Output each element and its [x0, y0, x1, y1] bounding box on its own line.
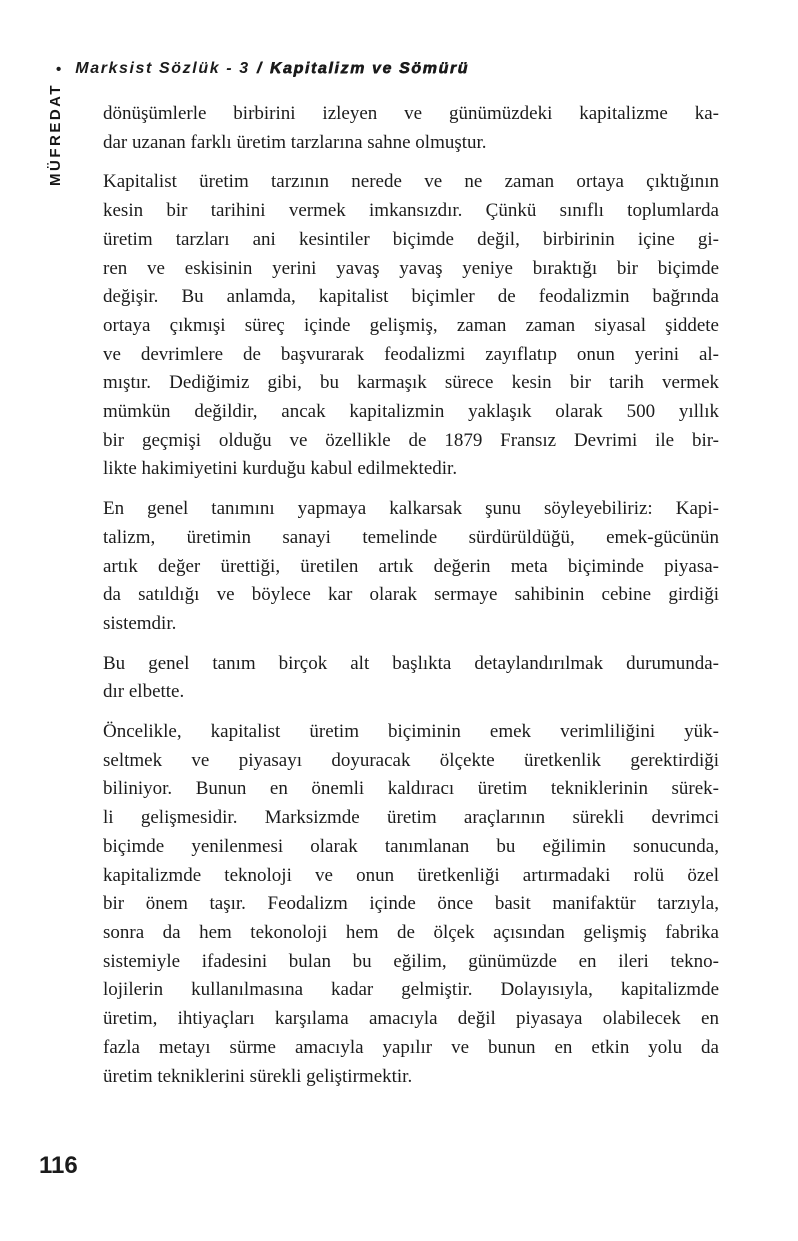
text-line: mümkün değildir, ancak kapitalizmin yaklaşık olarak 500 yıllık [103, 401, 719, 423]
bullet-icon: • [56, 60, 62, 78]
text-line: sistemdir. [103, 612, 177, 634]
text-line: lojilerin kullanılmasına kadar gelmiştir. Dolayısıyla, kapitalizmde [103, 979, 719, 1001]
text-line: li gelişmesidir. Marksizmde üretim araçlarının sürekli devrimci [103, 807, 719, 829]
body-text [103, 100, 719, 1091]
text-line: Bu genel tanım birçok alt başlıkta detaylandırılmak durumunda- [103, 652, 719, 674]
page-number: 116 [39, 1152, 78, 1179]
text-line: dönüşümlerle birbirini izleyen ve günümüzdeki kapitalizme ka- [103, 103, 719, 124]
text-line: mıştır. Dediğimiz gibi, bu karmaşık sürece kesin bir tarih vermek [103, 372, 719, 394]
text-line: sistemiyle ifadesini bulan bu eğilim, günümüzde en ileri tekno- [103, 950, 719, 972]
text-line: likte hakimiyetini kurduğu kabul edilmektedir. [103, 458, 458, 480]
text-line: kapitalizmde teknoloji ve onun üretkenliği artırmadaki rolü özel [103, 864, 719, 886]
text-line: ren ve eskisinin yerini yavaş yavaş yeniye bıraktığı bir biçimde [103, 257, 719, 279]
text-line: dar uzanan farklı üretim tarzlarına sahne olmuştur. [103, 131, 487, 153]
text-line: bir önem taşır. Feodalizm içinde önce basit manifaktür tarzıyla, [103, 893, 719, 915]
chapter-title: Kapitalizm ve Sömürü [269, 60, 469, 77]
running-header [56, 60, 469, 78]
text-line: da satıldığı ve böylece kar olarak sermaye sahibinin cebine girdiği [103, 584, 719, 606]
text-line: artık değer ürettiği, üretilen artık değerin meta biçiminde piyasa- [103, 555, 719, 577]
text-line: bir geçmişi olduğu ve özellikle de 1879 Fransız Devrimi ile bir- [103, 429, 719, 451]
text-line: biliniyor. Bunun en önemli kaldıracı üretim tekniklerinin sürek- [103, 778, 719, 800]
text-line: talizm, üretimin sanayi temelinde sürdürüldüğü, emek-gücünün [103, 526, 719, 548]
text-line: kesin bir tarihini vermek imkansızdır. Çünkü sınıflı toplumlarda [103, 200, 719, 222]
text-line: ve devrimlere de başvurarak feodalizmi zayıflatıp onun yerini al- [103, 343, 719, 365]
paragraph [103, 168, 719, 484]
margin-vertical-label: MÜFREDAT [47, 82, 64, 186]
text-line: değişir. Bu anlamda, kapitalist biçimler de feodalizmin bağrında [103, 286, 719, 308]
text-line: üretim, ihtiyaçları karşılama amacıyla değil piyasaya olabilecek en [103, 1008, 719, 1030]
text-line: Öncelikle, kapitalist üretim biçiminin emek verimliliğini yük- [103, 721, 719, 743]
text-line: üretim tarzları ani kesintiler biçimde değil, birbirinin içine gi- [103, 228, 719, 250]
header-separator: / [256, 60, 263, 77]
series-title: Marksist Sözlük - 3 [75, 60, 250, 77]
text-line: biçimde yenilenmesi olarak tanımlanan bu eğilimin sonucunda, [103, 835, 719, 857]
paragraph [103, 100, 719, 157]
text-line: sonra da hem tekonoloji hem de ölçek açısından gelişmiş fabrika [103, 921, 719, 943]
paragraph [103, 650, 719, 707]
paragraph [103, 495, 719, 639]
text-line: dır elbette. [103, 681, 185, 703]
text-line: En genel tanımını yapmaya kalkarsak şunu söyleyebiliriz: Kapi- [103, 498, 719, 520]
text-line: seltmek ve piyasayı doyuracak ölçekte üretkenlik gerektirdiği [103, 749, 719, 771]
text-line: Kapitalist üretim tarzının nerede ve ne zaman ortaya çıktığının [103, 171, 719, 193]
text-line: üretim tekniklerini sürekli geliştirmektir. [103, 1065, 413, 1087]
paragraph [103, 718, 719, 1091]
text-line: ortaya çıkmışi süreç içinde gelişmiş, zaman zaman siyasal şiddete [103, 314, 719, 336]
text-line: fazla metayı sürme amacıyla yapılır ve bunun en etkin yolu da [103, 1036, 719, 1058]
